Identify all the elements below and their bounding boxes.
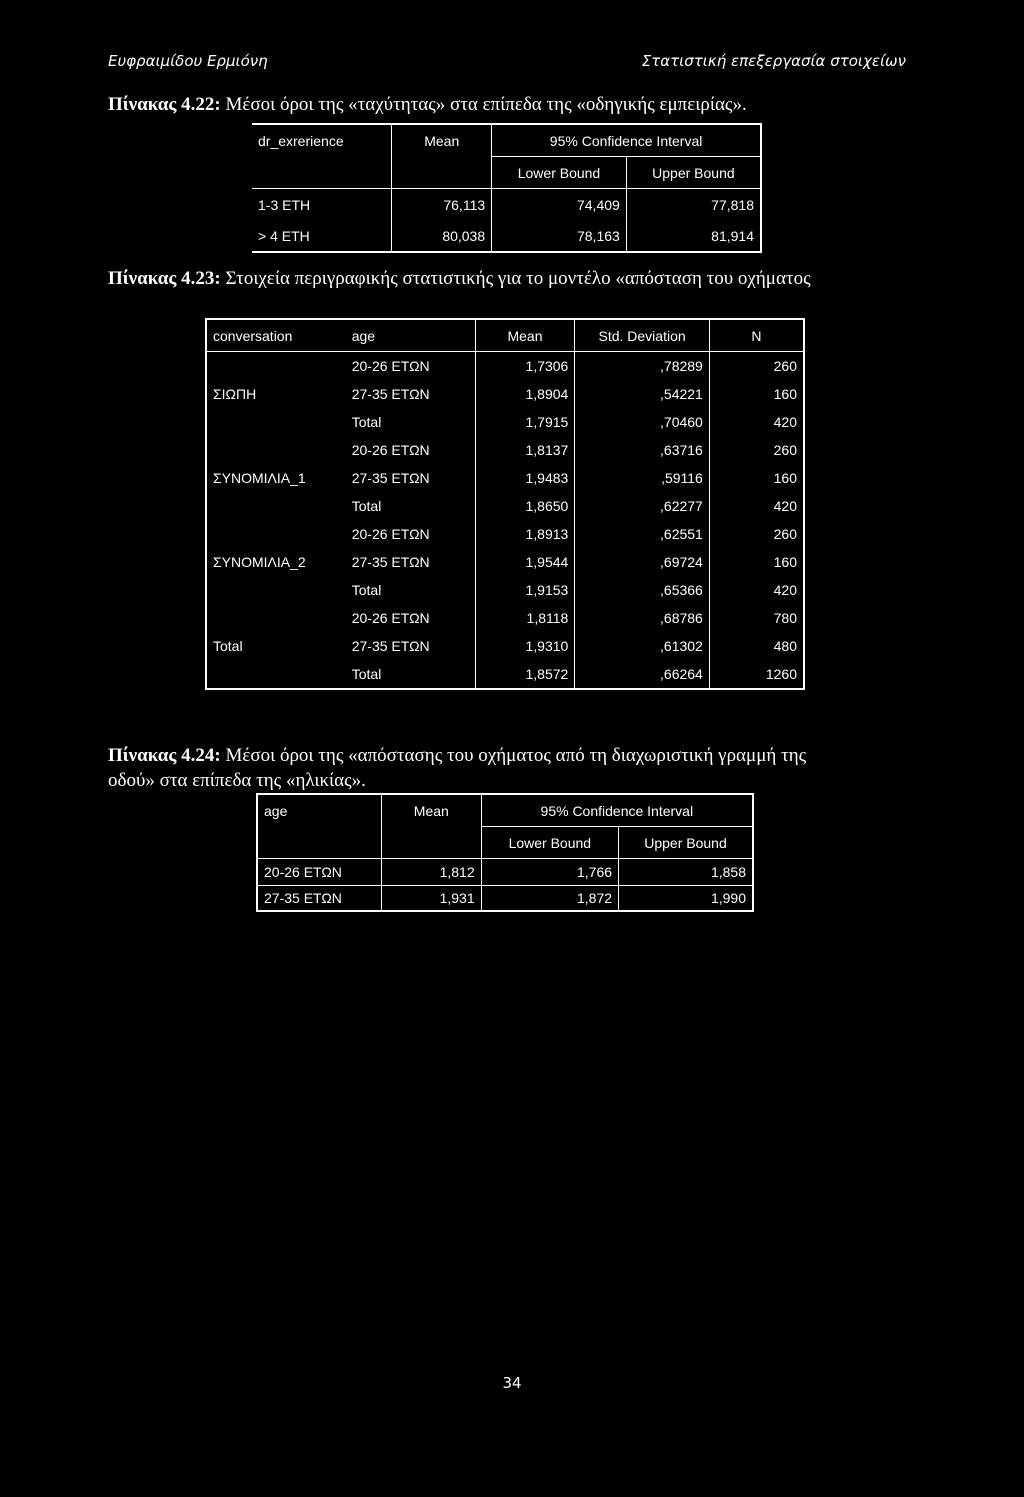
table23-cell-age: 20-26 ΕΤΩΝ [351,358,430,374]
table23-row [206,576,804,604]
table23-cell-group: ΣΥΝΟΜΙΛΙΑ_1 [213,470,306,486]
table22-header-mean: Mean [392,124,492,189]
table24-caption [108,743,806,793]
table23-cell-group: Total [213,638,243,654]
table23-cell-n: 160 [773,470,797,486]
table23-cell-n: 420 [773,498,797,514]
table23-cell-age: 27-35 ΕΤΩΝ [351,638,430,654]
table23-row [206,632,804,660]
table23-row [206,548,804,576]
table24-header-lower: Lower Bound [481,827,618,859]
table23-header-mean: Mean [475,319,575,352]
table23-cell-mean: 1,8904 [475,380,575,408]
table23-cell-age: Total [351,582,382,598]
table23-cell-std: ,78289 [575,352,710,381]
table23-cell-mean: 1,9310 [475,632,575,660]
table24-row-upper: 1,858 [710,864,746,880]
table23-cell-group [206,436,346,464]
table23-cell-mean: 1,7306 [475,352,575,381]
table23-row [206,436,804,464]
table23-cell-age: Total [351,498,382,514]
table23-cell-std: ,68786 [575,604,710,632]
table22-caption-label: Πίνακας 4.22: [108,94,221,115]
table23-cell-n: 420 [773,582,797,598]
table23-cell-age: 27-35 ΕΤΩΝ [351,470,430,486]
table23-cell-group [206,604,346,632]
table23-header-std: Std. Deviation [575,319,710,352]
table23-cell-mean: 1,7915 [475,408,575,436]
table22-row [252,220,761,252]
page-number: 34 [502,1374,522,1392]
table23-cell-age: Total [351,414,382,430]
table22-header-dr-experience: dr_exrerience [252,124,392,189]
table23-cell-std: ,61302 [575,632,710,660]
table22-row-mean: 76,113 [392,189,492,221]
table23-caption-label: Πίνακας 4.23: [108,268,221,289]
table23-row [206,408,804,436]
header-author: Ευφραιμίδου Ερμιόνη [108,52,268,70]
table22-row-label: > 4 ETH [252,220,392,252]
table23-cell-group [206,492,346,520]
table22-caption-text: Μέσοι όροι της «ταχύτητας» στα επίπεδα της «οδηγικής εμπειρίας». [225,94,747,115]
table23-cell-age: Total [351,666,382,682]
table22-row-lower: 78,163 [492,220,627,252]
table23-cell-std: ,62551 [575,520,710,548]
table22-header-ci: 95% Confidence Interval [492,124,761,157]
table23-cell-mean: 1,9483 [475,464,575,492]
table23-row [206,520,804,548]
table23-cell-std: ,62277 [575,492,710,520]
table22-row-mean: 80,038 [392,220,492,252]
table23 [205,318,805,690]
table23-cell-n: 160 [773,386,797,402]
table22-header-upper: Upper Bound [626,157,761,189]
table23-cell-group [206,352,346,381]
table22-row-lower: 74,409 [492,189,627,221]
table22-caption [108,92,747,117]
table23-caption-text: Στοιχεία περιγραφικής στατιστικής για το μοντέλο «απόσταση του οχήματος [225,268,811,289]
table23-cell-group [206,520,346,548]
table24-header-mean: Mean [381,794,481,859]
table23-row [206,464,804,492]
table23-header-n: N [751,327,762,344]
table22-row [252,189,761,221]
table24-row-lower: 1,872 [481,886,618,912]
table23-cell-mean: 1,8650 [475,492,575,520]
header-title: Στατιστική επεξεργασία στοιχείων [641,52,906,70]
table24 [256,793,754,912]
table23-cell-std: ,54221 [575,380,710,408]
table23-cell-n: 780 [773,610,797,626]
table24-row-label: 20-26 ΕΤΩΝ [257,859,381,886]
table24-row-lower: 1,766 [481,859,618,886]
table23-cell-age: 20-26 ΕΤΩΝ [351,526,430,542]
table24-row-mean: 1,931 [381,886,481,912]
table24-row-upper: 1,990 [710,890,746,906]
table23-cell-n: 1260 [765,666,797,682]
table23-cell-age: 20-26 ΕΤΩΝ [351,610,430,626]
table24-header-ci: 95% Confidence Interval [481,794,753,827]
table23-cell-std: ,65366 [575,576,710,604]
table23-cell-mean: 1,8913 [475,520,575,548]
table24-row [257,859,753,886]
table23-cell-n: 420 [773,414,797,430]
table24-caption-label: Πίνακας 4.24: [108,745,221,766]
table23-header-age: age [351,327,376,344]
table23-cell-mean: 1,8118 [475,604,575,632]
table23-header-conversation: conversation [213,327,293,344]
table23-cell-n: 260 [773,358,797,374]
table23-cell-n: 260 [773,442,797,458]
table22-row-label: 1-3 ETH [252,189,392,221]
table23-row [206,492,804,520]
table24-header-upper: Upper Bound [644,834,727,851]
table23-cell-std: ,63716 [575,436,710,464]
table22 [252,123,762,253]
table23-cell-group: ΣΥΝΟΜΙΛΙΑ_2 [213,554,306,570]
table23-cell-n: 160 [773,554,797,570]
table23-cell-n: 480 [773,638,797,654]
table24-row-mean: 1,812 [381,859,481,886]
table23-cell-group: ΣΙΩΠΗ [213,386,257,402]
table23-cell-std: ,69724 [575,548,710,576]
table23-cell-n: 260 [773,526,797,542]
table23-row [206,660,804,689]
table23-cell-age: 20-26 ΕΤΩΝ [351,442,430,458]
table23-cell-std: ,59116 [575,464,710,492]
table23-cell-group [206,660,346,689]
table23-cell-age: 27-35 ΕΤΩΝ [351,554,430,570]
table23-caption [108,266,811,291]
table24-caption-text-line2: οδού» στα επίπεδα της «ηλικίας». [108,770,366,791]
table24-row [257,886,753,912]
table23-cell-std: ,70460 [575,408,710,436]
table24-row-label: 27-35 ΕΤΩΝ [257,886,381,912]
table23-row [206,604,804,632]
table23-row [206,380,804,408]
table22-row-upper: 81,914 [626,220,761,252]
table23-cell-group [206,576,346,604]
table22-row-upper: 77,818 [626,189,761,221]
table24-header-age: age [257,794,381,859]
table23-cell-mean: 1,8137 [475,436,575,464]
table24-caption-text: Μέσοι όροι της «απόστασης του οχήματος από τη διαχωριστική γραμμή της [225,745,807,766]
table23-row [206,352,804,381]
table23-cell-mean: 1,8572 [475,660,575,689]
table22-header-lower: Lower Bound [492,157,627,189]
table23-cell-std: ,66264 [575,660,710,689]
table23-cell-mean: 1,9153 [475,576,575,604]
table23-cell-age: 27-35 ΕΤΩΝ [351,386,430,402]
table23-cell-group [206,408,346,436]
table23-cell-mean: 1,9544 [475,548,575,576]
